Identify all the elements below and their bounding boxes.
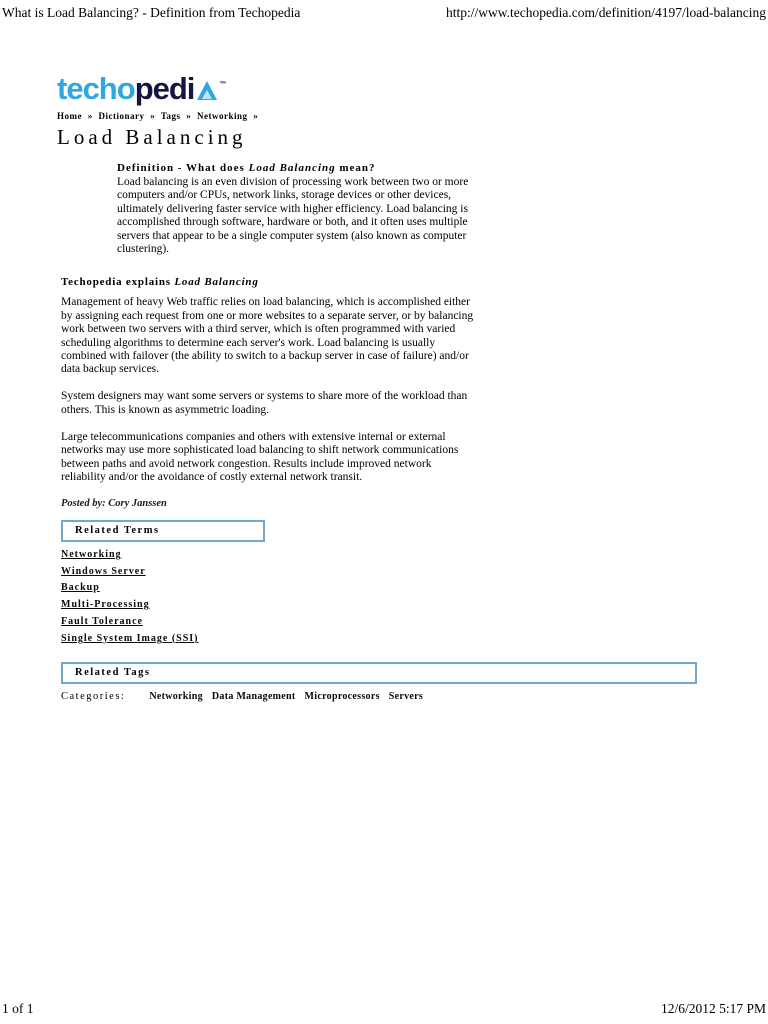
logo-a-triangle-icon: [197, 81, 217, 100]
definition-heading-prefix: Definition - What does: [117, 162, 249, 174]
trademark-symbol: ™: [219, 81, 227, 88]
print-footer: [2, 1001, 766, 1017]
explains-heading: [61, 276, 475, 288]
footer-datetime: 12/6/2012 5:17 PM: [660, 1001, 766, 1016]
article-content: [57, 70, 707, 702]
logo-text-light: techo: [57, 71, 135, 106]
breadcrumb-separator: »: [186, 111, 192, 121]
breadcrumb-item-networking[interactable]: Networking: [197, 111, 248, 121]
breadcrumb-separator: »: [150, 111, 156, 121]
related-term-link-windows-server[interactable]: Windows Server: [61, 565, 146, 577]
related-term-link-backup[interactable]: Backup: [61, 582, 100, 594]
related-term-link-networking[interactable]: Networking: [61, 548, 122, 560]
explains-paragraph: System designers may want some servers or systems to share more of the workload than others. This is known as asymmetric loading.: [61, 390, 468, 416]
definition-section: [117, 162, 475, 256]
posted-by: Posted by: Cory Janssen: [61, 497, 167, 509]
definition-heading: [117, 162, 475, 174]
categories-row: [61, 691, 707, 702]
explains-paragraph: Management of heavy Web traffic relies on load balancing, which is accomplished either by assigning each request from one or more websites to a separate server, or by balancing work between two servers with a third server, which is often programmed with varied scheduling algorithms to determine each server's work. Load balancing is usually combined with failover (the ability to switch to a backup server in case of failure) and/or data backup services.: [61, 296, 474, 376]
category-link-data-management[interactable]: Data Management: [211, 690, 296, 702]
logo-text-dark: pedi: [134, 71, 195, 106]
print-header-title: What is Load Balancing? - Definition from Techopedia: [2, 5, 301, 20]
related-terms-list: [61, 549, 707, 644]
related-terms-box: [61, 520, 265, 542]
breadcrumb: [57, 111, 707, 121]
category-link-networking[interactable]: Networking: [149, 690, 203, 702]
page-title: Load Balancing: [57, 125, 247, 149]
category-link-microprocessors[interactable]: Microprocessors: [304, 690, 380, 702]
related-terms-title: Related Terms: [75, 524, 160, 536]
breadcrumb-item-tags[interactable]: Tags: [160, 111, 181, 121]
techopedia-logo[interactable]: [57, 70, 707, 104]
explains-paragraph: Large telecommunications companies and others with extensive internal or external networks may use more sophisticated load balancing to shift network communications between paths and avoid network congestion. Results include improved network reliability and/or the avoidance of costly external network transit.: [61, 430, 459, 483]
definition-heading-suffix: mean?: [335, 162, 376, 174]
print-header-url: http://www.techopedia.com/definition/4197/load-balancing: [445, 5, 766, 20]
related-tags-title: Related Tags: [75, 666, 151, 678]
definition-heading-term: Load Balancing: [248, 162, 336, 174]
explains-section: [61, 276, 475, 484]
breadcrumb-separator: »: [253, 111, 259, 121]
breadcrumb-item-home[interactable]: Home: [57, 111, 82, 121]
explains-heading-prefix: Techopedia explains: [61, 276, 175, 289]
definition-body: Load balancing is an even division of processing work between two or more computers and/or CPUs, network links, storage devices or other devices, ultimately delivering faster service with higher efficiency. Load balancing is accomplished through software, hardware or both, and it often uses multiple servers that appear to be a single computer system (also known as computer clustering).: [117, 176, 469, 256]
category-link-servers[interactable]: Servers: [388, 690, 424, 702]
related-term-link-single-system-image[interactable]: Single System Image (SSI): [61, 632, 199, 644]
print-header: [2, 5, 766, 21]
explains-heading-term: Load Balancing: [174, 276, 259, 289]
related-term-link-multi-processing[interactable]: Multi-Processing: [61, 599, 150, 611]
breadcrumb-separator: »: [87, 111, 93, 121]
related-term-link-fault-tolerance[interactable]: Fault Tolerance: [61, 616, 143, 627]
breadcrumb-item-dictionary[interactable]: Dictionary: [98, 111, 145, 121]
footer-page-number: 1 of 1: [2, 1001, 34, 1016]
categories-label: Categories:: [61, 690, 126, 702]
related-tags-box: [61, 662, 697, 684]
